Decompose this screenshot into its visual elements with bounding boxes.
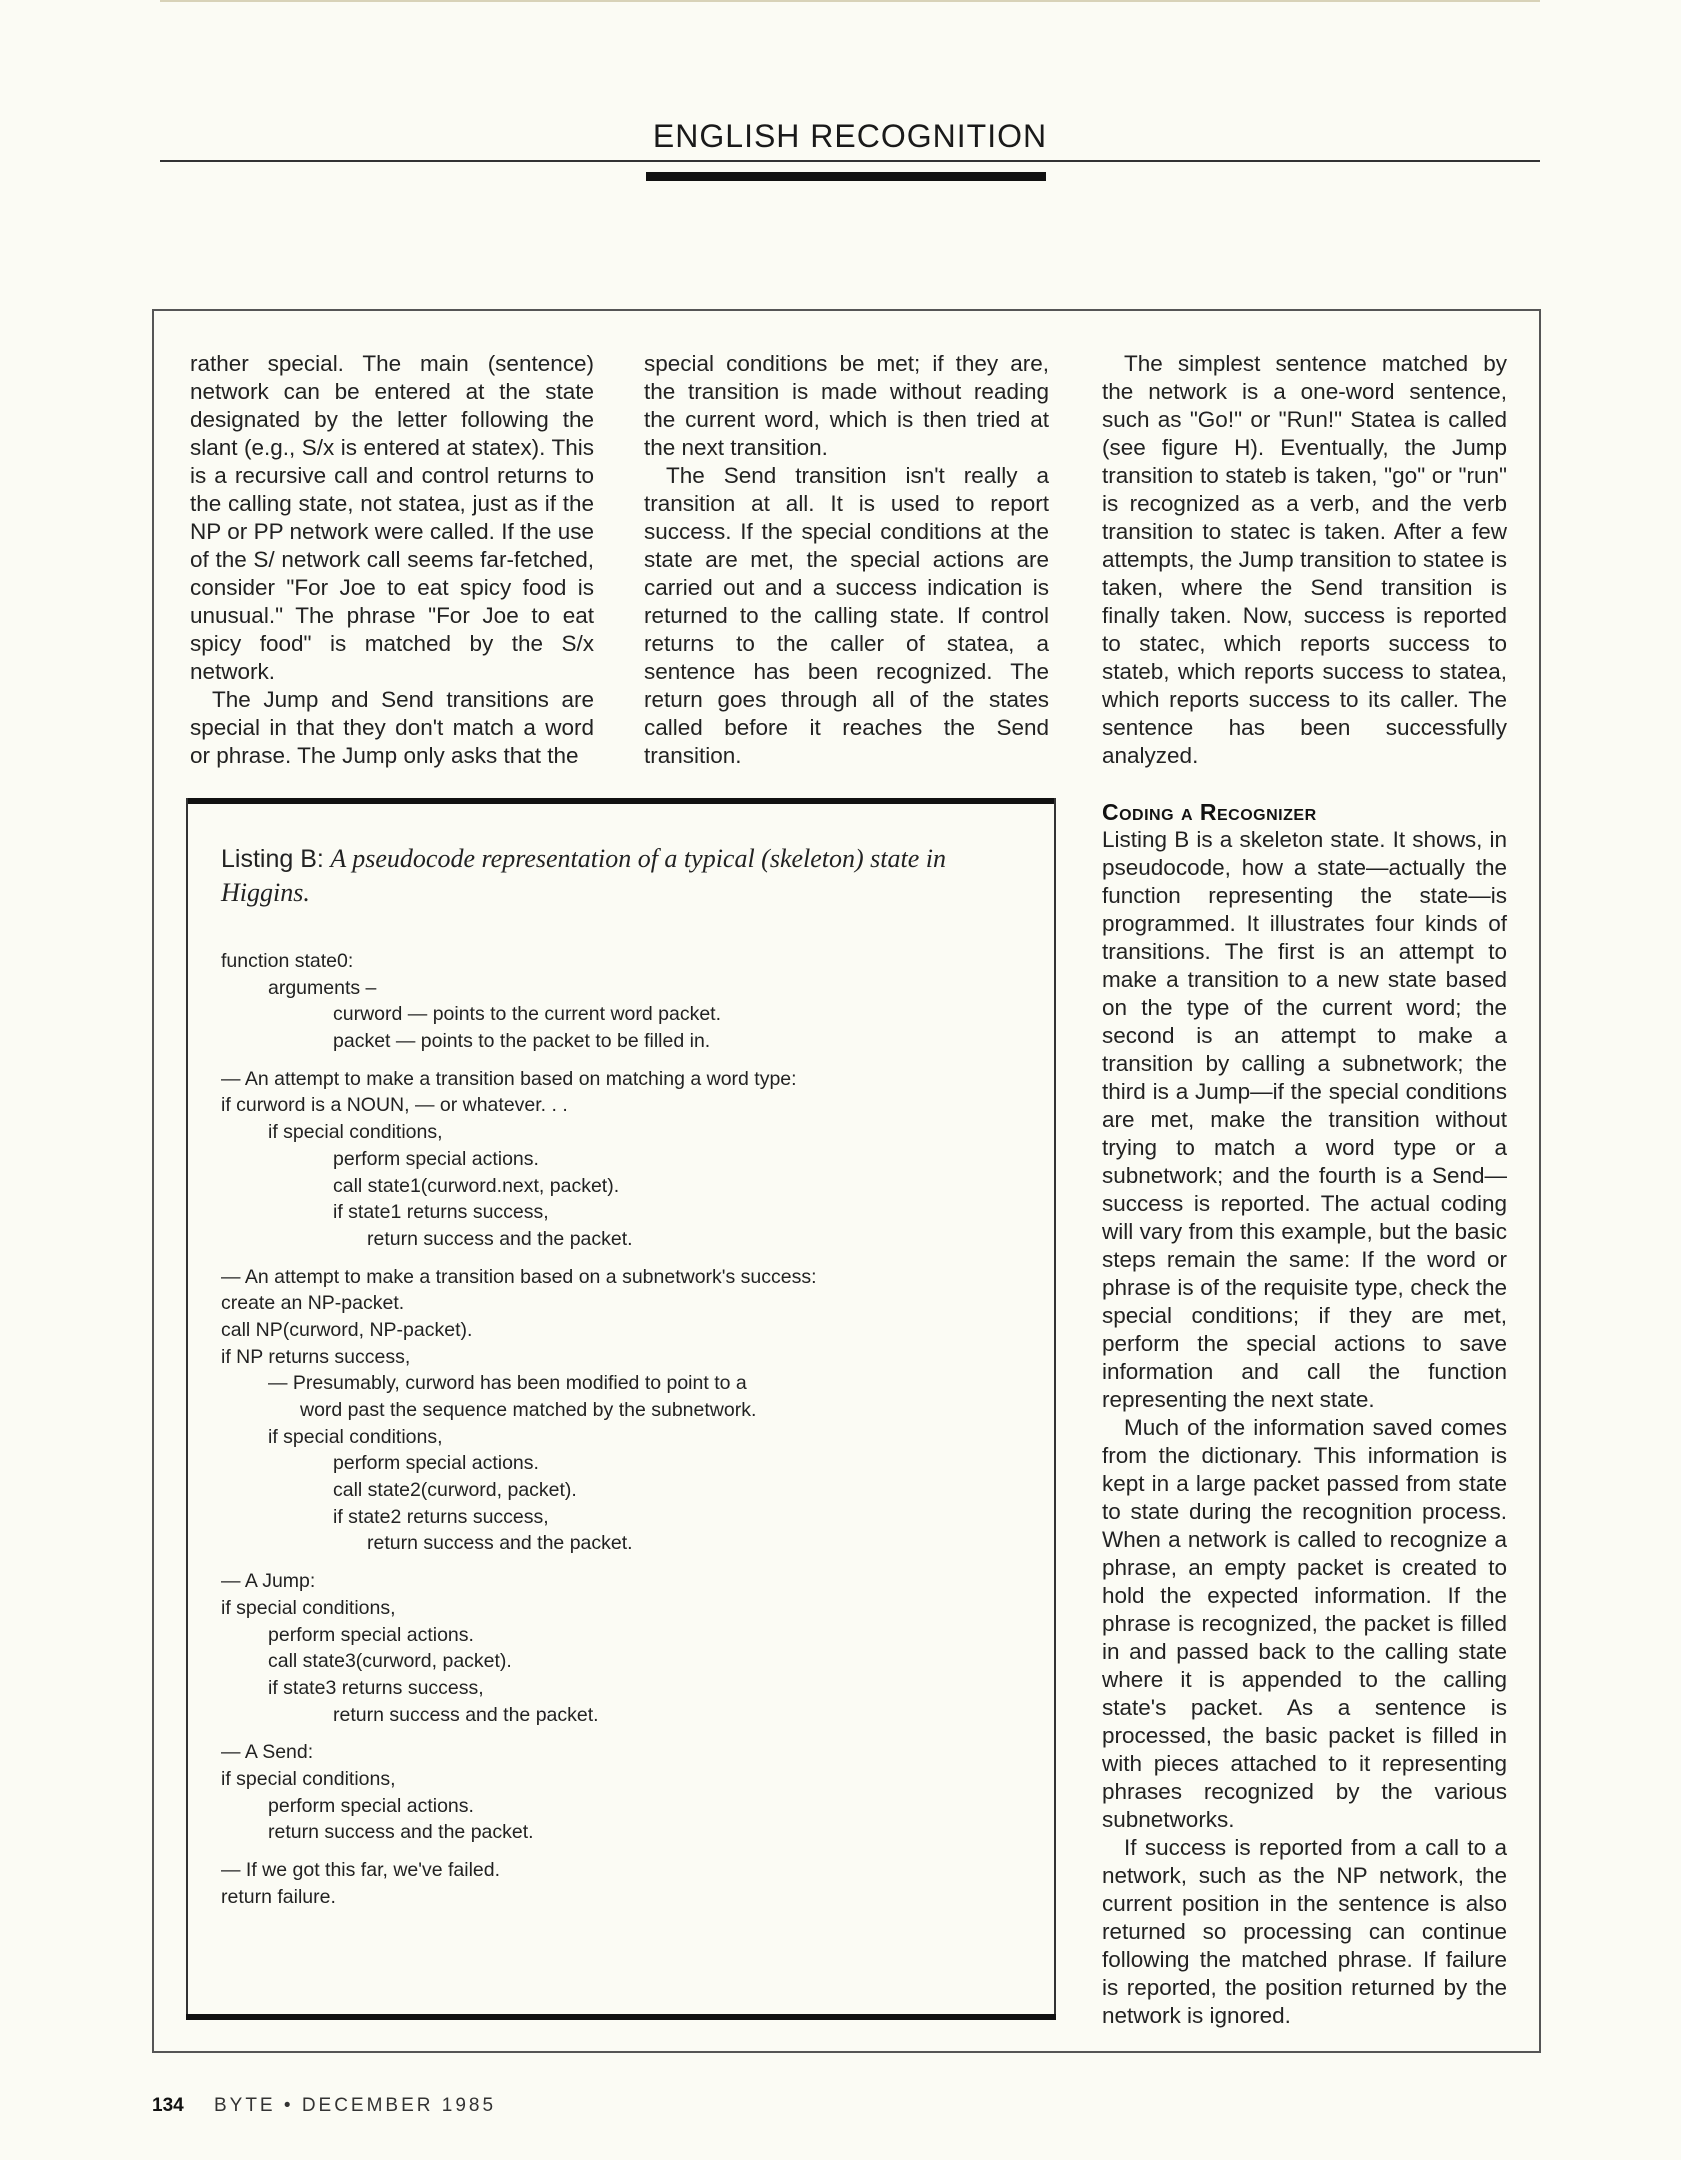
running-head: ENGLISH RECOGNITION <box>652 118 1048 154</box>
code-line: call state3(curword, packet). <box>268 1650 512 1673</box>
column-3 <box>1102 350 1507 770</box>
code-line: call state1(curword.next, packet). <box>333 1174 620 1197</box>
code-line: if special conditions, <box>221 1596 396 1619</box>
listing-top-rule <box>186 798 1056 804</box>
body-paragraph: The simplest sentence matched by the network is a one-word sentence, such as "Go!" or "Run!" Statea is called (see figure H). Eventually, the Jump transition to stateb is taken, "go" or "run" is recognized as a verb, and the verb transition to statec is taken. After a few attempts, the Jump transition to statee is taken, where the Send transition is finally taken. Now, success is reported to statec, which reports success to stateb, which reports success to statea, which reports success to its caller. The sentence has been successfully analyzed. <box>1102 351 1507 768</box>
code-line: create an NP-packet. <box>221 1292 405 1315</box>
code-comment: word past the sequence matched by the subnetwork. <box>300 1399 757 1421</box>
code-line: if special conditions, <box>221 1767 396 1790</box>
code-line: if NP returns success, <box>221 1345 411 1368</box>
body-paragraph: If success is reported from a call to a network, such as the NP network, the current position in the sentence is also returned so processing can continue following the matched phrase. If failure is reported, the position returned by the network is ignored. <box>1102 1835 1507 2028</box>
pseudocode-listing <box>221 948 1041 1910</box>
body-paragraph: Listing B is a skeleton state. It shows, in pseudocode, how a state—actually the function representing the state—is programmed. It illustrates four kinds of transitions. The first is an attempt to make a transition to a new state based on the type of the current word; the second is an attempt to make a transition by calling a subnetwork; the third is a Jump—if the special conditions are met, make the transition without trying to match a word type or a subnetwork; and the fourth is a Send—success is reported. The actual coding will vary from this example, but the basic steps remain the same: If the word or phrase is of the requisite type, check the special conditions; if they are met, perform the special actions to save information and call the function representing the next state. <box>1102 827 1507 1412</box>
code-line: call state2(curword, packet). <box>333 1479 577 1502</box>
code-comment: — Presumably, curword has been modified to point to a <box>268 1372 747 1395</box>
code-line: if special conditions, <box>268 1121 443 1144</box>
code-line: perform special actions. <box>333 1147 539 1170</box>
code-line: perform special actions. <box>268 1623 474 1646</box>
header-bar <box>646 172 1046 181</box>
section-subheading: Coding a Recognizer <box>1102 799 1317 825</box>
code-line: if state2 returns success, <box>333 1505 549 1528</box>
header-rule <box>160 160 1540 162</box>
listing-caption <box>221 842 1021 910</box>
body-paragraph: The Send transition isn't really a transition at all. It is used to report success. If the special conditions at the state are met, the special actions are carried out and a success indication is returned to the calling state. If control returns to the caller of statea, a sentence has been recognized. The return goes through all of the states called before it reaches the Send transition. <box>644 463 1049 768</box>
code-line: packet — points to the packet to be filled in. <box>333 1030 711 1053</box>
body-paragraph: special conditions be met; if they are, the transition is made without reading the current word, which is then tried at the next transition. <box>644 351 1049 460</box>
code-comment: — If we got this far, we've failed. <box>221 1859 501 1881</box>
code-line: return success and the packet. <box>333 1703 599 1726</box>
listing-box <box>186 798 1056 2020</box>
code-line: return failure. <box>221 1885 336 1908</box>
code-comment: — A Jump: <box>221 1570 316 1593</box>
code-line: curword — points to the current word packet. <box>333 1003 722 1026</box>
listing-left-rule <box>186 798 188 2020</box>
body-paragraph: rather special. The main (sentence) network can be entered at the state designated by the letter following the slant (e.g., S/x is entered at statex). This is a recursive call and control returns to the calling state, not statea, just as if the NP or PP network were called. If the use of the S/ network call seems far-fetched, consider "For Joe to eat spicy food is unusual." The phrase "For Joe to eat spicy food" is matched by the S/x network. <box>190 351 594 684</box>
code-comment: — An attempt to make a transition based on a subnetwork's success: <box>221 1265 817 1288</box>
listing-bottom-rule <box>186 2014 1056 2020</box>
code-line: call NP(curword, NP-packet). <box>221 1318 473 1341</box>
listing-caption-text: A pseudocode representation of a typical (skeleton) state in Higgins. <box>221 844 947 907</box>
listing-label: Listing B: <box>221 845 324 873</box>
body-paragraph: The Jump and Send transitions are special in that they don't match a word or phrase. The Jump only asks that the <box>190 687 594 768</box>
listing-right-rule <box>1054 798 1056 2020</box>
page-number: 134 <box>152 2095 184 2116</box>
code-line: function state0: <box>221 950 354 972</box>
code-line: perform special actions. <box>333 1452 539 1475</box>
column-2 <box>644 350 1049 770</box>
code-comment: — A Send: <box>221 1741 314 1764</box>
page-footer <box>152 2095 496 2117</box>
publication-line: BYTE • DECEMBER 1985 <box>213 2095 497 2116</box>
code-comment: — An attempt to make a transition based on matching a word type: <box>221 1067 797 1090</box>
code-line: if curword is a NOUN, — or whatever. . . <box>221 1094 568 1117</box>
top-rule <box>160 0 1540 2</box>
code-line: if state3 returns success, <box>268 1676 484 1699</box>
code-line: arguments – <box>268 976 377 999</box>
body-paragraph: Much of the information saved comes from the dictionary. This information is kept in a large packet passed from state to state during the recognition process. When a network is called to recognize a phrase, an empty packet is created to hold the expected information. If the phrase is recognized, the packet is filled in and passed back to the calling state where it is appended to the calling state's packet. As a sentence is processed, the basic packet is filled in with pieces attached to it representing phrases recognized by the various subnetworks. <box>1102 1415 1507 1832</box>
code-line: perform special actions. <box>268 1794 474 1817</box>
code-line: return success and the packet. <box>367 1532 633 1555</box>
code-line: if special conditions, <box>268 1425 443 1448</box>
column-1 <box>190 350 594 770</box>
code-line: if state1 returns success, <box>333 1201 549 1224</box>
code-line: return success and the packet. <box>268 1821 534 1844</box>
column-3-continued <box>1102 798 1507 2030</box>
code-line: return success and the packet. <box>367 1227 633 1250</box>
